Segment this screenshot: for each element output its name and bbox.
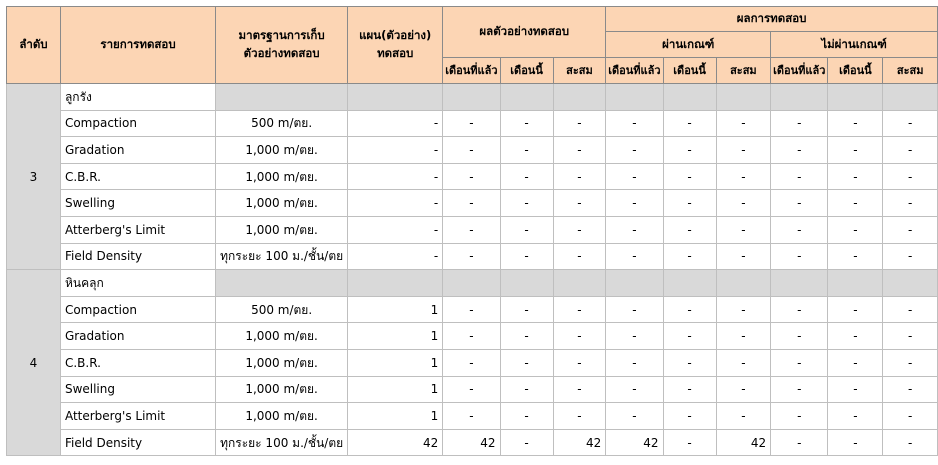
result-value-cell: -: [500, 243, 553, 270]
header-order: ลำดับ: [7, 7, 61, 84]
result-value-cell: -: [553, 110, 606, 137]
header-samples: ผลตัวอย่างทดสอบ: [443, 7, 606, 58]
group-header-cell: [553, 270, 606, 297]
test-item-cell: Atterberg's Limit: [60, 216, 215, 243]
result-value-cell: -: [553, 216, 606, 243]
group-header-cell: [828, 270, 883, 297]
plan-cell: -: [348, 163, 443, 190]
result-value-cell: -: [828, 403, 883, 430]
group-header-cell: [771, 270, 828, 297]
result-value-cell: -: [606, 403, 663, 430]
standard-cell: 1,000 m/ตย.: [216, 403, 348, 430]
result-value-cell: 42: [606, 429, 663, 456]
header-pass-this-month: เดือนนี้: [663, 58, 716, 84]
result-value-cell: -: [606, 349, 663, 376]
standard-cell: 1,000 m/ตย.: [216, 323, 348, 350]
result-value-cell: -: [883, 190, 938, 217]
result-value-cell: -: [606, 216, 663, 243]
result-value-cell: -: [500, 296, 553, 323]
result-value-cell: -: [443, 243, 500, 270]
group-title: หินคลุก: [60, 270, 215, 297]
standard-cell: 500 m/ตย.: [216, 296, 348, 323]
result-value-cell: -: [500, 376, 553, 403]
group-header-cell: [716, 84, 771, 111]
result-value-cell: -: [443, 190, 500, 217]
group-header-cell: [443, 84, 500, 111]
group-header-cell: [216, 84, 348, 111]
result-value-cell: -: [663, 243, 716, 270]
group-header-cell: [606, 270, 663, 297]
header-fail-this-month: เดือนนี้: [828, 58, 883, 84]
result-value-cell: -: [883, 429, 938, 456]
header-fail-last-month: เดือนที่แล้ว: [771, 58, 828, 84]
result-value-cell: -: [500, 323, 553, 350]
result-value-cell: -: [606, 190, 663, 217]
result-value-cell: -: [443, 110, 500, 137]
result-value-cell: -: [883, 403, 938, 430]
result-value-cell: -: [883, 296, 938, 323]
group-header-cell: [883, 270, 938, 297]
plan-cell: 42: [348, 429, 443, 456]
result-value-cell: -: [716, 296, 771, 323]
result-value-cell: -: [771, 376, 828, 403]
result-value-cell: -: [883, 349, 938, 376]
result-value-cell: -: [716, 349, 771, 376]
group-title: ลูกรัง: [60, 84, 215, 111]
result-value-cell: -: [771, 323, 828, 350]
result-value-cell: -: [553, 296, 606, 323]
test-item-cell: Gradation: [60, 323, 215, 350]
table-row: [7, 190, 938, 217]
group-header-cell: [500, 84, 553, 111]
result-value-cell: -: [606, 323, 663, 350]
plan-cell: -: [348, 137, 443, 164]
table-row: [7, 429, 938, 456]
result-value-cell: -: [828, 216, 883, 243]
result-value-cell: -: [716, 376, 771, 403]
result-value-cell: -: [663, 323, 716, 350]
group-header-cell: [828, 84, 883, 111]
result-value-cell: -: [500, 349, 553, 376]
result-value-cell: -: [500, 110, 553, 137]
group-header-cell: [216, 270, 348, 297]
standard-cell: ทุกระยะ 100 ม./ชั้น/ตย: [216, 429, 348, 456]
result-value-cell: -: [553, 376, 606, 403]
header-samples-this-month: เดือนนี้: [500, 58, 553, 84]
plan-cell: -: [348, 243, 443, 270]
result-value-cell: -: [716, 323, 771, 350]
result-value-cell: -: [500, 403, 553, 430]
result-value-cell: -: [828, 429, 883, 456]
table-row: [7, 110, 938, 137]
table-row: [7, 216, 938, 243]
result-value-cell: -: [828, 110, 883, 137]
plan-cell: 1: [348, 323, 443, 350]
result-value-cell: 42: [443, 429, 500, 456]
result-value-cell: -: [716, 110, 771, 137]
result-value-cell: -: [553, 190, 606, 217]
result-value-cell: -: [716, 190, 771, 217]
group-header-row: [7, 84, 938, 111]
table-row: [7, 349, 938, 376]
group-order-number: 3: [7, 84, 61, 270]
result-value-cell: -: [553, 163, 606, 190]
result-value-cell: -: [771, 349, 828, 376]
result-value-cell: -: [771, 110, 828, 137]
standard-cell: 1,000 m/ตย.: [216, 376, 348, 403]
result-value-cell: 42: [716, 429, 771, 456]
result-value-cell: -: [828, 243, 883, 270]
group-order-number: 4: [7, 270, 61, 456]
header-samples-cumulative: สะสม: [553, 58, 606, 84]
result-value-cell: -: [443, 403, 500, 430]
result-value-cell: -: [500, 429, 553, 456]
test-item-cell: Gradation: [60, 137, 215, 164]
test-item-cell: Swelling: [60, 376, 215, 403]
result-value-cell: -: [663, 403, 716, 430]
group-header-cell: [500, 270, 553, 297]
result-value-cell: -: [716, 163, 771, 190]
result-value-cell: -: [883, 376, 938, 403]
result-value-cell: -: [663, 137, 716, 164]
result-value-cell: -: [606, 376, 663, 403]
table-row: [7, 376, 938, 403]
result-value-cell: -: [553, 137, 606, 164]
result-value-cell: -: [663, 110, 716, 137]
standard-cell: 1,000 m/ตย.: [216, 216, 348, 243]
result-value-cell: -: [443, 376, 500, 403]
header-standard: มาตรฐานการเก็บ ตัวอย่างทดสอบ: [216, 7, 348, 84]
result-value-cell: -: [500, 137, 553, 164]
result-value-cell: -: [553, 403, 606, 430]
standard-cell: 1,000 m/ตย.: [216, 163, 348, 190]
result-value-cell: -: [606, 163, 663, 190]
test-item-cell: C.B.R.: [60, 163, 215, 190]
result-value-cell: -: [663, 216, 716, 243]
test-results-table: [6, 6, 938, 456]
result-value-cell: -: [771, 216, 828, 243]
result-value-cell: -: [771, 403, 828, 430]
plan-cell: -: [348, 190, 443, 217]
table-row: [7, 296, 938, 323]
plan-cell: -: [348, 110, 443, 137]
plan-cell: 1: [348, 296, 443, 323]
result-value-cell: -: [663, 296, 716, 323]
standard-cell: 500 m/ตย.: [216, 110, 348, 137]
result-value-cell: -: [771, 190, 828, 217]
result-value-cell: -: [663, 349, 716, 376]
test-item-cell: Field Density: [60, 243, 215, 270]
result-value-cell: -: [443, 137, 500, 164]
result-value-cell: -: [771, 163, 828, 190]
table-body: [7, 84, 938, 456]
result-value-cell: -: [500, 190, 553, 217]
result-value-cell: -: [500, 163, 553, 190]
result-value-cell: -: [828, 190, 883, 217]
table-header: [7, 7, 938, 84]
result-value-cell: 42: [553, 429, 606, 456]
header-samples-last-month: เดือนที่แล้ว: [443, 58, 500, 84]
result-value-cell: -: [828, 349, 883, 376]
table-row: [7, 137, 938, 164]
header-plan: แผน(ตัวอย่าง) ทดสอบ: [348, 7, 443, 84]
group-header-cell: [883, 84, 938, 111]
group-header-cell: [716, 270, 771, 297]
plan-cell: 1: [348, 403, 443, 430]
result-value-cell: -: [606, 243, 663, 270]
result-value-cell: -: [606, 110, 663, 137]
table-row: [7, 163, 938, 190]
group-header-cell: [663, 84, 716, 111]
test-item-cell: C.B.R.: [60, 349, 215, 376]
test-item-cell: Compaction: [60, 110, 215, 137]
test-item-cell: Atterberg's Limit: [60, 403, 215, 430]
header-item: รายการทดสอบ: [60, 7, 215, 84]
test-item-cell: Field Density: [60, 429, 215, 456]
result-value-cell: -: [828, 323, 883, 350]
result-value-cell: -: [443, 349, 500, 376]
header-results: ผลการทดสอบ: [606, 7, 938, 32]
result-value-cell: -: [883, 163, 938, 190]
result-value-cell: -: [716, 216, 771, 243]
result-value-cell: -: [828, 163, 883, 190]
result-value-cell: -: [883, 243, 938, 270]
standard-cell: 1,000 m/ตย.: [216, 190, 348, 217]
result-value-cell: -: [663, 163, 716, 190]
result-value-cell: -: [663, 429, 716, 456]
result-value-cell: -: [606, 137, 663, 164]
header-pass: ผ่านเกณฑ์: [606, 32, 771, 58]
plan-cell: 1: [348, 376, 443, 403]
standard-cell: 1,000 m/ตย.: [216, 137, 348, 164]
result-value-cell: -: [443, 163, 500, 190]
result-value-cell: -: [443, 323, 500, 350]
result-value-cell: -: [606, 296, 663, 323]
result-value-cell: -: [716, 137, 771, 164]
result-value-cell: -: [443, 216, 500, 243]
group-header-cell: [771, 84, 828, 111]
group-header-cell: [553, 84, 606, 111]
test-item-cell: Compaction: [60, 296, 215, 323]
header-fail-cumulative: สะสม: [883, 58, 938, 84]
standard-cell: 1,000 m/ตย.: [216, 349, 348, 376]
result-value-cell: -: [771, 137, 828, 164]
result-value-cell: -: [716, 243, 771, 270]
table-row: [7, 243, 938, 270]
result-value-cell: -: [771, 243, 828, 270]
result-value-cell: -: [553, 349, 606, 376]
result-value-cell: -: [828, 137, 883, 164]
table-row: [7, 323, 938, 350]
result-value-cell: -: [663, 190, 716, 217]
header-fail: ไม่ผ่านเกณฑ์: [771, 32, 938, 58]
result-value-cell: -: [500, 216, 553, 243]
group-header-row: [7, 270, 938, 297]
result-value-cell: -: [883, 110, 938, 137]
group-header-cell: [443, 270, 500, 297]
result-value-cell: -: [883, 216, 938, 243]
header-pass-last-month: เดือนที่แล้ว: [606, 58, 663, 84]
group-header-cell: [663, 270, 716, 297]
result-value-cell: -: [883, 137, 938, 164]
result-value-cell: -: [716, 403, 771, 430]
result-value-cell: -: [663, 376, 716, 403]
test-item-cell: Swelling: [60, 190, 215, 217]
result-value-cell: -: [828, 376, 883, 403]
result-value-cell: -: [553, 323, 606, 350]
group-header-cell: [606, 84, 663, 111]
result-value-cell: -: [828, 296, 883, 323]
result-value-cell: -: [771, 296, 828, 323]
group-header-cell: [348, 270, 443, 297]
result-value-cell: -: [553, 243, 606, 270]
plan-cell: 1: [348, 349, 443, 376]
group-header-cell: [348, 84, 443, 111]
header-pass-cumulative: สะสม: [716, 58, 771, 84]
result-value-cell: -: [443, 296, 500, 323]
result-value-cell: -: [883, 323, 938, 350]
result-value-cell: -: [771, 429, 828, 456]
table-row: [7, 403, 938, 430]
plan-cell: -: [348, 216, 443, 243]
standard-cell: ทุกระยะ 100 ม./ชั้น/ตย: [216, 243, 348, 270]
